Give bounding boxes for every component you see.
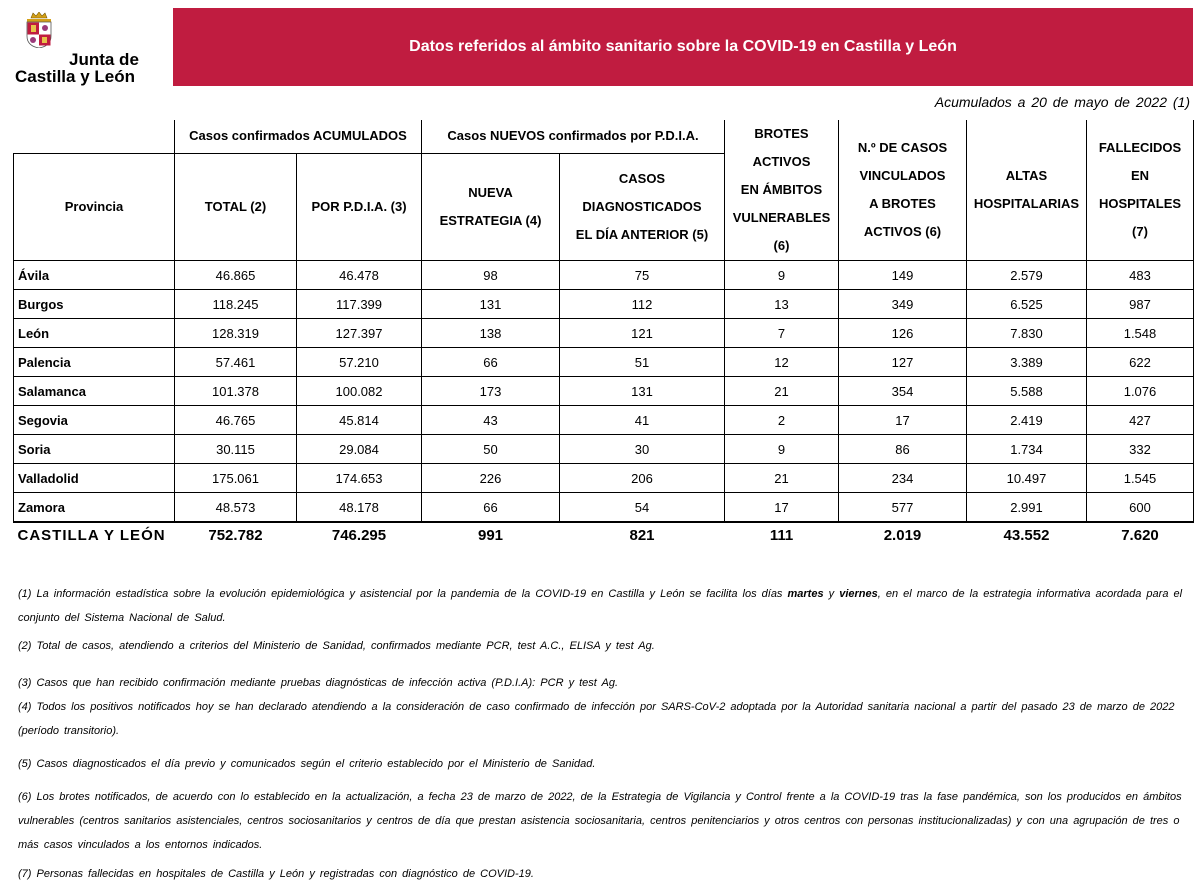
cell-outbreaks: 9 bbox=[725, 261, 839, 290]
cell-new-strategy: 226 bbox=[422, 464, 560, 493]
cell-diagnosed: 112 bbox=[560, 290, 725, 319]
total-province: CASTILLA Y LEÓN bbox=[14, 522, 175, 547]
header-total: TOTAL (2) bbox=[175, 153, 297, 260]
cell-pdia: 57.210 bbox=[297, 348, 422, 377]
cell-province: Valladolid bbox=[14, 464, 175, 493]
cell-discharges: 1.734 bbox=[967, 435, 1087, 464]
cell-diagnosed: 131 bbox=[560, 377, 725, 406]
cell-linked: 577 bbox=[839, 493, 967, 523]
page-title: Datos referidos al ámbito sanitario sobre la COVID-19 en Castilla y León bbox=[409, 38, 957, 55]
cell-deaths: 483 bbox=[1087, 261, 1194, 290]
total-new-strategy: 991 bbox=[422, 522, 560, 547]
cell-linked: 234 bbox=[839, 464, 967, 493]
cell-outbreaks: 21 bbox=[725, 464, 839, 493]
table-row bbox=[14, 319, 1194, 348]
logo-line-1: Junta de bbox=[69, 50, 139, 69]
cell-diagnosed: 206 bbox=[560, 464, 725, 493]
cell-discharges: 2.991 bbox=[967, 493, 1087, 523]
table-row bbox=[14, 290, 1194, 319]
cell-total: 57.461 bbox=[175, 348, 297, 377]
cell-province: Segovia bbox=[14, 406, 175, 435]
cell-discharges: 3.389 bbox=[967, 348, 1087, 377]
cell-discharges: 5.588 bbox=[967, 377, 1087, 406]
cell-diagnosed: 75 bbox=[560, 261, 725, 290]
cell-deaths: 427 bbox=[1087, 406, 1194, 435]
table-row bbox=[14, 493, 1194, 523]
cell-discharges: 6.525 bbox=[967, 290, 1087, 319]
cell-total: 46.765 bbox=[175, 406, 297, 435]
cell-new-strategy: 131 bbox=[422, 290, 560, 319]
total-row bbox=[14, 522, 1194, 547]
cell-province: Salamanca bbox=[14, 377, 175, 406]
cell-deaths: 987 bbox=[1087, 290, 1194, 319]
cell-discharges: 2.579 bbox=[967, 261, 1087, 290]
cell-outbreaks: 17 bbox=[725, 493, 839, 523]
cell-outbreaks: 7 bbox=[725, 319, 839, 348]
table-row bbox=[14, 348, 1194, 377]
cell-outbreaks: 9 bbox=[725, 435, 839, 464]
covid-data-table bbox=[13, 120, 1194, 547]
total-diagnosed: 821 bbox=[560, 522, 725, 547]
cell-total: 118.245 bbox=[175, 290, 297, 319]
header-accumulated-group: Casos confirmados ACUMULADOS bbox=[175, 120, 422, 153]
footnote-3: (3) Casos que han recibido confirmación mediante pruebas diagnósticas de infección activa (P.D.I.A): PCR y test Ag. bbox=[18, 677, 619, 689]
cell-linked: 354 bbox=[839, 377, 967, 406]
cell-total: 46.865 bbox=[175, 261, 297, 290]
table-row bbox=[14, 435, 1194, 464]
cell-linked: 349 bbox=[839, 290, 967, 319]
cell-pdia: 127.397 bbox=[297, 319, 422, 348]
cell-discharges: 2.419 bbox=[967, 406, 1087, 435]
cell-pdia: 29.084 bbox=[297, 435, 422, 464]
header-deaths: FALLECIDOS EN HOSPITALES (7) bbox=[1087, 120, 1194, 261]
cell-deaths: 600 bbox=[1087, 493, 1194, 523]
cell-total: 128.319 bbox=[175, 319, 297, 348]
cell-new-strategy: 138 bbox=[422, 319, 560, 348]
cell-province: Palencia bbox=[14, 348, 175, 377]
cell-linked: 149 bbox=[839, 261, 967, 290]
title-banner bbox=[173, 8, 1193, 86]
cell-province: Soria bbox=[14, 435, 175, 464]
footnote-6: (6) Los brotes notificados, de acuerdo con lo establecido en la actualización, a fecha 23 de marzo de 2022, de la Estrategia de Vigilancia y Control frente a la COVID-19 tras la fase pandémica, son los producidos en ámbitos vulnerables (centros sanitarios asistenciales, centros sociosanitarios y centros de día que prestan asistencia sociosanitaria, centros penitenciarios y otros centros con personas institucionalizadas) y con una agrupación de tres o más casos vinculados a los entornos indicados. bbox=[18, 791, 1182, 851]
cell-outbreaks: 21 bbox=[725, 377, 839, 406]
cell-province: Ávila bbox=[14, 261, 175, 290]
header-pdia: POR P.D.I.A. (3) bbox=[297, 153, 422, 260]
cell-deaths: 332 bbox=[1087, 435, 1194, 464]
header-diagnosed: CASOS DIAGNOSTICADOS EL DÍA ANTERIOR (5) bbox=[560, 153, 725, 260]
blank-corner bbox=[14, 120, 175, 153]
junta-logo bbox=[10, 10, 140, 84]
cell-pdia: 46.478 bbox=[297, 261, 422, 290]
cell-linked: 86 bbox=[839, 435, 967, 464]
cell-deaths: 1.076 bbox=[1087, 377, 1194, 406]
cell-province: Zamora bbox=[14, 493, 175, 523]
total-discharges: 43.552 bbox=[967, 522, 1087, 547]
cell-deaths: 1.548 bbox=[1087, 319, 1194, 348]
footnote-7: (7) Personas fallecidas en hospitales de Castilla y León y registradas con diagnóstico de COVID-19. bbox=[18, 868, 534, 880]
footnote-2: (2) Total de casos, atendiendo a criterios del Ministerio de Sanidad, confirmados mediante PCR, test A.C., ELISA y test Ag. bbox=[18, 640, 655, 652]
header-linked-cases: N.º DE CASOS VINCULADOS A BROTES ACTIVOS (6) bbox=[839, 120, 967, 261]
cell-pdia: 45.814 bbox=[297, 406, 422, 435]
logo-line-2: Castilla y León bbox=[15, 67, 135, 86]
header-discharges: ALTAS HOSPITALARIAS bbox=[967, 120, 1087, 261]
cell-diagnosed: 30 bbox=[560, 435, 725, 464]
cell-discharges: 7.830 bbox=[967, 319, 1087, 348]
table-row bbox=[14, 377, 1194, 406]
cell-province: Burgos bbox=[14, 290, 175, 319]
cell-outbreaks: 12 bbox=[725, 348, 839, 377]
header-outbreaks: BROTES ACTIVOS EN ÁMBITOS VULNERABLES (6) bbox=[725, 120, 839, 261]
cell-pdia: 100.082 bbox=[297, 377, 422, 406]
footnote-5: (5) Casos diagnosticados el día previo y comunicados según el criterio establecido por el Ministerio de Sanidad. bbox=[18, 758, 596, 770]
cell-outbreaks: 13 bbox=[725, 290, 839, 319]
header-new-strategy: NUEVA ESTRATEGIA (4) bbox=[422, 153, 560, 260]
cell-province: León bbox=[14, 319, 175, 348]
cell-total: 48.573 bbox=[175, 493, 297, 523]
cell-new-strategy: 173 bbox=[422, 377, 560, 406]
total-total: 752.782 bbox=[175, 522, 297, 547]
coat-of-arms-icon bbox=[24, 12, 54, 48]
cell-new-strategy: 98 bbox=[422, 261, 560, 290]
cell-diagnosed: 51 bbox=[560, 348, 725, 377]
total-pdia: 746.295 bbox=[297, 522, 422, 547]
table-row bbox=[14, 261, 1194, 290]
header-new-group: Casos NUEVOS confirmados por P.D.I.A. bbox=[422, 120, 725, 153]
table-row bbox=[14, 406, 1194, 435]
table-row bbox=[14, 464, 1194, 493]
header-province: Provincia bbox=[14, 153, 175, 260]
cell-new-strategy: 66 bbox=[422, 493, 560, 523]
cell-linked: 17 bbox=[839, 406, 967, 435]
cell-diagnosed: 121 bbox=[560, 319, 725, 348]
accumulated-date: Acumulados a 20 de mayo de 2022 (1) bbox=[934, 94, 1190, 110]
footnote-1: (1) La información estadística sobre la evolución epidemiológica y asistencial por la pandemia de la COVID-19 en Castilla y León se facilita los días martes y viernes, en el marco de la estrategia informativa acordada para el conjunto del Sistema Nacional de Salud. bbox=[18, 588, 1183, 624]
cell-deaths: 1.545 bbox=[1087, 464, 1194, 493]
cell-pdia: 117.399 bbox=[297, 290, 422, 319]
cell-total: 30.115 bbox=[175, 435, 297, 464]
total-outbreaks: 111 bbox=[725, 522, 839, 547]
cell-diagnosed: 54 bbox=[560, 493, 725, 523]
cell-discharges: 10.497 bbox=[967, 464, 1087, 493]
cell-new-strategy: 66 bbox=[422, 348, 560, 377]
cell-linked: 126 bbox=[839, 319, 967, 348]
footnote-4: (4) Todos los positivos notificados hoy se han declarado atendiendo a la consideración de caso confirmado de infección por SARS-CoV-2 adoptada por la Autoridad sanitaria nacional a partir del pasado 23 de marzo de 2022 (período transitorio). bbox=[18, 701, 1175, 737]
cell-new-strategy: 43 bbox=[422, 406, 560, 435]
total-linked: 2.019 bbox=[839, 522, 967, 547]
cell-deaths: 622 bbox=[1087, 348, 1194, 377]
cell-pdia: 174.653 bbox=[297, 464, 422, 493]
cell-total: 175.061 bbox=[175, 464, 297, 493]
cell-total: 101.378 bbox=[175, 377, 297, 406]
cell-pdia: 48.178 bbox=[297, 493, 422, 523]
cell-diagnosed: 41 bbox=[560, 406, 725, 435]
cell-linked: 127 bbox=[839, 348, 967, 377]
cell-outbreaks: 2 bbox=[725, 406, 839, 435]
total-deaths: 7.620 bbox=[1087, 522, 1194, 547]
cell-new-strategy: 50 bbox=[422, 435, 560, 464]
